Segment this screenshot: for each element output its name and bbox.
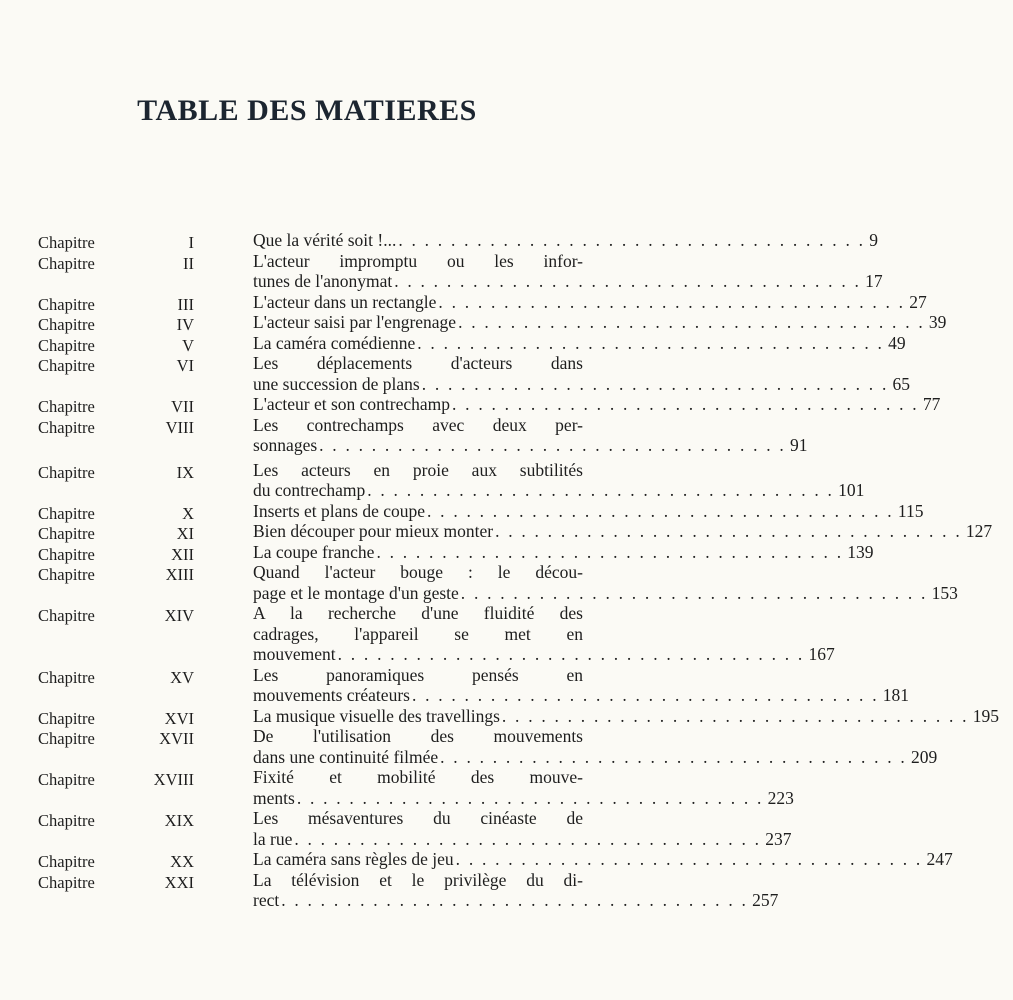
chapter-title <box>253 500 924 522</box>
dot-leader: . . . . . . . . . . . . . . . . . . . . . . . . . . . . . . . . . . . . <box>294 828 762 849</box>
chapter-number: XXI <box>164 872 194 892</box>
chapter-title-line: Les contrechamps avec deux per- <box>253 414 583 435</box>
chapter-title <box>253 541 874 563</box>
page-number: 181 <box>882 685 910 705</box>
chapter-title <box>253 414 808 456</box>
chapter-title-line: La caméra comédienne <box>253 332 416 353</box>
dot-leader: . . . . . . . . . . . . . . . . . . . . . . . . . . . . . . . . . . . . <box>398 230 866 250</box>
chapter-title-line: Que la vérité soit !... <box>253 230 397 250</box>
chapter-label: Chapitre <box>38 356 95 375</box>
page-number: 247 <box>926 849 953 869</box>
dot-leader: . . . . . . . . . . . . . . . . . . . . . . . . . . . . . . . . . . . . <box>452 394 919 414</box>
toc-entry <box>0 603 835 665</box>
chapter-number: VI <box>176 356 194 375</box>
page-number: 209 <box>910 746 938 767</box>
page-number: 49 <box>888 332 906 353</box>
dot-leader: . . . . . . . . . . . . . . . . . . . . . . . . . . . . . . . . . . . . <box>460 582 928 603</box>
chapter-title <box>253 459 865 501</box>
chapter-title <box>253 291 927 313</box>
chapter-number: XIII <box>165 565 194 584</box>
chapter-label: Chapitre <box>38 729 95 748</box>
page-number: 9 <box>869 230 878 250</box>
page-number: 65 <box>892 373 911 394</box>
page-number: 223 <box>767 787 794 808</box>
chapter-title <box>253 808 792 849</box>
toc-entry <box>0 500 924 523</box>
chapter-title-line: mouvement <box>253 644 336 664</box>
chapter-title-line: De l'utilisation des mouvements <box>253 726 583 746</box>
page-number: 195 <box>972 705 999 726</box>
toc-entry <box>0 521 993 543</box>
dot-leader: . . . . . . . . . . . . . . . . . . . . . . . . . . . . . . . . . . . . <box>337 644 805 664</box>
toc-entry <box>0 394 941 416</box>
toc-entry <box>0 230 878 252</box>
chapter-title-line: La coupe franche <box>253 541 375 562</box>
toc-entry <box>0 726 938 767</box>
chapter-title-line: La télévision et le privilège du di- <box>253 869 583 890</box>
page-number: 237 <box>765 828 792 849</box>
chapter-title-line: A la recherche d'une fluidité des <box>253 603 583 623</box>
table-of-contents <box>0 230 999 911</box>
chapter-title-line: dans une continuité filmée <box>253 746 439 767</box>
chapter-title-line: Les déplacements d'acteurs dans <box>253 353 583 373</box>
page-number: 257 <box>752 890 779 910</box>
chapter-number: XI <box>176 524 194 543</box>
chapter-label: Chapitre <box>38 524 95 543</box>
page-number: 101 <box>838 480 865 500</box>
chapter-title-line: Quand l'acteur bouge : le décou- <box>253 562 583 582</box>
chapter-title-line: Bien découper pour mieux monter <box>253 521 494 541</box>
chapter-label: Chapitre <box>38 852 95 871</box>
toc-entry <box>0 312 947 334</box>
chapter-title-line: Inserts et plans de coupe <box>253 500 426 521</box>
page-title: TABLE DES MATIERES <box>137 94 477 128</box>
dot-leader: . . . . . . . . . . . . . . . . . . . . . . . . . . . . . . . . . . . . <box>501 705 969 726</box>
chapter-number: XX <box>170 852 194 871</box>
chapter-title <box>253 603 835 665</box>
chapter-number: II <box>183 253 194 273</box>
chapter-title <box>253 726 938 767</box>
chapter-title-line: La caméra sans règles de jeu <box>253 849 454 869</box>
chapter-title <box>253 705 999 727</box>
chapter-title-line: une succession de plans <box>253 373 420 394</box>
chapter-number: XIX <box>164 811 194 830</box>
toc-entry <box>0 291 927 314</box>
chapter-title <box>253 312 947 333</box>
dot-leader: . . . . . . . . . . . . . . . . . . . . . . . . . . . . . . . . . . . . <box>281 890 749 910</box>
dot-leader: . . . . . . . . . . . . . . . . . . . . . . . . . . . . . . . . . . . . <box>427 500 894 521</box>
chapter-title-line: tunes de l'anonymat <box>253 271 393 291</box>
toc-entry <box>0 808 792 849</box>
page-number: 139 <box>847 541 874 562</box>
dot-leader: . . . . . . . . . . . . . . . . . . . . . . . . . . . . . . . . . . . . <box>421 373 889 394</box>
chapter-label: Chapitre <box>38 397 95 416</box>
chapter-label: Chapitre <box>38 253 95 273</box>
chapter-number: IX <box>176 462 194 482</box>
chapter-title <box>253 521 993 542</box>
chapter-number: V <box>182 335 194 355</box>
toc-entry <box>0 869 779 911</box>
toc-entry <box>0 541 874 564</box>
dot-leader: . . . . . . . . . . . . . . . . . . . . . . . . . . . . . . . . . . . . <box>438 291 906 312</box>
chapter-title-line: L'acteur saisi par l'engrenage <box>253 312 457 332</box>
chapter-title-line: mouvements créateurs <box>253 685 410 705</box>
chapter-number: I <box>188 233 194 252</box>
chapter-label: Chapitre <box>38 417 95 437</box>
chapter-label: Chapitre <box>38 294 95 314</box>
toc-entry <box>0 459 865 501</box>
chapter-title <box>253 230 878 251</box>
chapter-title <box>253 250 883 292</box>
dot-leader: . . . . . . . . . . . . . . . . . . . . . . . . . . . . . . . . . . . . <box>394 271 862 291</box>
page-number: 27 <box>909 291 927 312</box>
page-number: 153 <box>931 582 958 603</box>
chapter-number: VII <box>171 397 194 416</box>
page-number: 115 <box>897 500 924 521</box>
chapter-title-line: sonnages <box>253 435 318 455</box>
dot-leader: . . . . . . . . . . . . . . . . . . . . . . . . . . . . . . . . . . . . <box>319 435 786 455</box>
chapter-label: Chapitre <box>38 708 95 728</box>
chapter-label: Chapitre <box>38 667 95 687</box>
chapter-number: XII <box>171 544 194 564</box>
toc-entry <box>0 332 906 355</box>
chapter-title-line: L'acteur et son contrechamp <box>253 394 451 414</box>
page-number: 127 <box>965 521 993 541</box>
chapter-title-line: la rue <box>253 828 293 849</box>
dot-leader: . . . . . . . . . . . . . . . . . . . . . . . . . . . . . . . . . . . . <box>440 746 907 767</box>
toc-entry <box>0 767 794 808</box>
chapter-label: Chapitre <box>38 503 95 523</box>
chapter-title-line: du contrechamp <box>253 480 366 500</box>
dot-leader: . . . . . . . . . . . . . . . . . . . . . . . . . . . . . . . . . . . . <box>417 332 885 353</box>
chapter-title <box>253 849 953 870</box>
chapter-label: Chapitre <box>38 462 95 482</box>
chapter-title-line: Les panoramiques pensés en <box>253 664 583 685</box>
chapter-title <box>253 664 910 706</box>
chapter-number: XIV <box>164 606 194 625</box>
dot-leader: . . . . . . . . . . . . . . . . . . . . . . . . . . . . . . . . . . . . <box>458 312 925 332</box>
chapter-label: Chapitre <box>38 544 95 564</box>
chapter-label: Chapitre <box>38 770 95 789</box>
chapter-label: Chapitre <box>38 335 95 355</box>
chapter-title <box>253 562 958 603</box>
chapter-number: XVI <box>164 708 194 728</box>
chapter-title <box>253 767 794 808</box>
dot-leader: . . . . . . . . . . . . . . . . . . . . . . . . . . . . . . . . . . . . <box>376 541 844 562</box>
dot-leader: . . . . . . . . . . . . . . . . . . . . . . . . . . . . . . . . . . . . <box>296 787 764 808</box>
chapter-label: Chapitre <box>38 565 95 584</box>
dot-leader: . . . . . . . . . . . . . . . . . . . . . . . . . . . . . . . . . . . . <box>367 480 835 500</box>
chapter-label: Chapitre <box>38 811 95 830</box>
toc-entry <box>0 353 911 394</box>
chapter-number: XV <box>170 667 194 687</box>
chapter-title <box>253 869 779 911</box>
dot-leader: . . . . . . . . . . . . . . . . . . . . . . . . . . . . . . . . . . . . <box>455 849 923 869</box>
chapter-title-line: Les acteurs en proie aux subtilités <box>253 459 583 480</box>
page-number: 91 <box>789 435 808 455</box>
toc-entry <box>0 705 999 728</box>
chapter-title-line: Les mésaventures du cinéaste de <box>253 808 583 828</box>
chapter-title <box>253 332 906 354</box>
chapter-number: XVII <box>159 729 194 748</box>
page-number: 39 <box>928 312 947 332</box>
dot-leader: . . . . . . . . . . . . . . . . . . . . . . . . . . . . . . . . . . . . <box>495 521 962 541</box>
chapter-title-line: ments <box>253 787 295 808</box>
page-number: 77 <box>922 394 941 414</box>
chapter-label: Chapitre <box>38 315 95 334</box>
chapter-label: Chapitre <box>38 233 95 252</box>
toc-entry <box>0 664 910 706</box>
chapter-title-line: L'acteur impromptu ou les infor- <box>253 250 583 271</box>
chapter-title <box>253 394 941 415</box>
toc-entry <box>0 414 808 456</box>
chapter-title-line: Fixité et mobilité des mouve- <box>253 767 583 787</box>
chapter-number: IV <box>176 315 194 334</box>
chapter-number: III <box>177 294 194 314</box>
chapter-title <box>253 353 911 394</box>
chapter-label: Chapitre <box>38 872 95 892</box>
chapter-number: X <box>182 503 194 523</box>
toc-entry <box>0 562 958 603</box>
chapter-title-line: La musique visuelle des travellings <box>253 705 500 726</box>
toc-entry <box>0 250 883 292</box>
chapter-number: VIII <box>165 417 194 437</box>
page-number: 17 <box>865 271 883 291</box>
chapter-title-line: L'acteur dans un rectangle <box>253 291 437 312</box>
chapter-title-line: rect <box>253 890 280 910</box>
page-number: 167 <box>808 644 835 664</box>
chapter-label: Chapitre <box>38 606 95 625</box>
chapter-title-line: page et le montage d'un geste <box>253 582 459 603</box>
toc-entry <box>0 849 953 871</box>
chapter-title-line: cadrages, l'appareil se met en <box>253 623 583 644</box>
dot-leader: . . . . . . . . . . . . . . . . . . . . . . . . . . . . . . . . . . . . <box>411 685 879 705</box>
chapter-number: XVIII <box>153 770 194 789</box>
